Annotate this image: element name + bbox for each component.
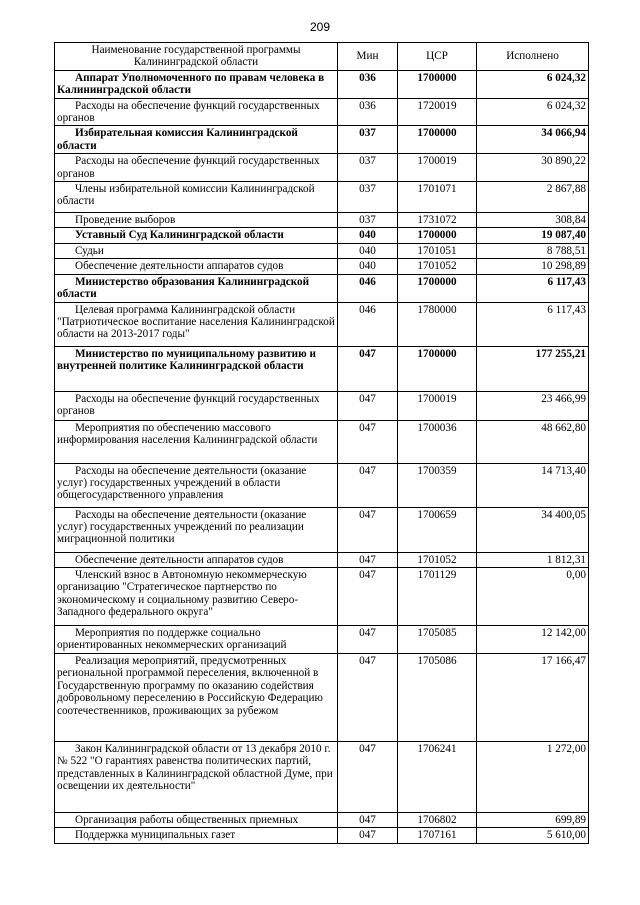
- row-csr-cell: 1780000: [398, 302, 477, 346]
- row-name-cell: Мероприятия по обеспечению массового информирования населения Калининградской области: [55, 420, 338, 463]
- row-min-cell: 047: [338, 812, 398, 827]
- table-row: [55, 154, 589, 182]
- row-min-cell: 047: [338, 567, 398, 625]
- row-name-cell: Уставный Суд Калининградской области: [55, 228, 338, 243]
- row-csr-cell: 1700000: [398, 274, 477, 302]
- row-done-cell: 34 400,05: [477, 507, 589, 552]
- table-row: [55, 812, 589, 827]
- table-row: [55, 420, 589, 463]
- table-row: [55, 70, 589, 98]
- row-name-cell: Избирательная комиссия Калининградской области: [55, 126, 338, 154]
- row-done-cell: 19 087,40: [477, 228, 589, 243]
- row-done-cell: 17 166,47: [477, 653, 589, 741]
- row-name-cell: Целевая программа Калининградской области "Патриотическое воспитание населения Калининградской области на 2013-2017 годы": [55, 302, 338, 346]
- row-name-cell: Организация работы общественных приемных: [55, 812, 338, 827]
- row-done-cell: 23 466,99: [477, 391, 589, 420]
- row-min-cell: 047: [338, 420, 398, 463]
- table-row: [55, 182, 589, 213]
- row-csr-cell: 1731072: [398, 213, 477, 228]
- row-csr-cell: 1700000: [398, 70, 477, 98]
- row-min-cell: 047: [338, 625, 398, 653]
- header-min: Мин: [338, 43, 398, 71]
- row-min-cell: 037: [338, 126, 398, 154]
- row-name-cell: Проведение выборов: [55, 213, 338, 228]
- row-done-cell: 1 272,00: [477, 741, 589, 812]
- row-min-cell: 046: [338, 302, 398, 346]
- row-min-cell: 037: [338, 182, 398, 213]
- budget-table: [54, 42, 589, 844]
- header-name: Наименование государственной программы Калининградской области: [55, 43, 338, 71]
- table-row: [55, 567, 589, 625]
- row-name-cell: Мероприятия по поддержке социально ориентированных некоммерческих организаций: [55, 625, 338, 653]
- row-name-cell: Реализация мероприятий, предусмотренных региональной программой переселения, включенной в Государственную программу по оказанию содействия добровольному переселению в Российскую Федерацию соотечественников, проживающих за рубежом: [55, 653, 338, 741]
- row-csr-cell: 1706802: [398, 812, 477, 827]
- table-row: [55, 98, 589, 126]
- row-csr-cell: 1705085: [398, 625, 477, 653]
- row-done-cell: 48 662,80: [477, 420, 589, 463]
- row-name-cell: Аппарат Уполномоченного по правам человека в Калининградской области: [55, 70, 338, 98]
- table-row: [55, 243, 589, 258]
- table-row: [55, 302, 589, 346]
- row-min-cell: 047: [338, 741, 398, 812]
- row-min-cell: 040: [338, 243, 398, 258]
- table-row: [55, 228, 589, 243]
- row-csr-cell: 1700019: [398, 391, 477, 420]
- table-header-row: [55, 43, 589, 71]
- row-csr-cell: 1706241: [398, 741, 477, 812]
- row-min-cell: 046: [338, 274, 398, 302]
- row-done-cell: 308,84: [477, 213, 589, 228]
- table-row: [55, 274, 589, 302]
- row-done-cell: 30 890,22: [477, 154, 589, 182]
- row-csr-cell: 1701052: [398, 259, 477, 274]
- row-done-cell: 6 117,43: [477, 274, 589, 302]
- row-done-cell: 6 024,32: [477, 98, 589, 126]
- table-row: [55, 126, 589, 154]
- row-csr-cell: 1700000: [398, 228, 477, 243]
- row-done-cell: 177 255,21: [477, 346, 589, 391]
- row-csr-cell: 1701071: [398, 182, 477, 213]
- row-csr-cell: 1705086: [398, 653, 477, 741]
- row-csr-cell: 1700000: [398, 126, 477, 154]
- row-name-cell: Расходы на обеспечение деятельности (оказание услуг) государственных учреждений по реализации миграционной политики: [55, 507, 338, 552]
- table-row: [55, 213, 589, 228]
- row-name-cell: Министерство образования Калининградской области: [55, 274, 338, 302]
- row-done-cell: 6 117,43: [477, 302, 589, 346]
- row-min-cell: 047: [338, 463, 398, 507]
- row-name-cell: Закон Калининградской области от 13 декабря 2010 г. № 522 "О гарантиях равенства политических партий, представленных в Калининградской областной Думе, при освещении их деятельности": [55, 741, 338, 812]
- row-min-cell: 036: [338, 98, 398, 126]
- row-name-cell: Министерство по муниципальному развитию и внутренней политике Калининградской области: [55, 346, 338, 391]
- row-csr-cell: 1700359: [398, 463, 477, 507]
- table-row: [55, 507, 589, 552]
- row-name-cell: Расходы на обеспечение деятельности (оказание услуг) государственных учреждений в области общегосударственного управления: [55, 463, 338, 507]
- table-row: [55, 259, 589, 274]
- row-name-cell: Членский взнос в Автономную некоммерческую организацию "Стратегическое партнерство по экономическому и социальному развитию Северо-Западного федерального округа": [55, 567, 338, 625]
- table-row: [55, 741, 589, 812]
- table-row: [55, 346, 589, 391]
- row-done-cell: 6 024,32: [477, 70, 589, 98]
- header-csr: ЦСР: [398, 43, 477, 71]
- row-min-cell: 047: [338, 391, 398, 420]
- row-name-cell: Обеспечение деятельности аппаратов судов: [55, 259, 338, 274]
- row-done-cell: 2 867,88: [477, 182, 589, 213]
- row-csr-cell: 1701051: [398, 243, 477, 258]
- row-csr-cell: 1720019: [398, 98, 477, 126]
- row-done-cell: 10 298,89: [477, 259, 589, 274]
- row-done-cell: 8 788,51: [477, 243, 589, 258]
- row-name-cell: Расходы на обеспечение функций государственных органов: [55, 98, 338, 126]
- row-name-cell: Обеспечение деятельности аппаратов судов: [55, 552, 338, 567]
- table-row: [55, 463, 589, 507]
- row-csr-cell: 1707161: [398, 828, 477, 843]
- row-min-cell: 047: [338, 653, 398, 741]
- row-name-cell: Поддержка муниципальных газет: [55, 828, 338, 843]
- header-done: Исполнено: [477, 43, 589, 71]
- row-min-cell: 036: [338, 70, 398, 98]
- table-row: [55, 828, 589, 843]
- row-csr-cell: 1701129: [398, 567, 477, 625]
- page-number: 209: [309, 20, 331, 34]
- row-done-cell: 14 713,40: [477, 463, 589, 507]
- row-min-cell: 037: [338, 213, 398, 228]
- table-row: [55, 653, 589, 741]
- row-min-cell: 047: [338, 828, 398, 843]
- row-min-cell: 040: [338, 259, 398, 274]
- row-csr-cell: 1700659: [398, 507, 477, 552]
- row-min-cell: 040: [338, 228, 398, 243]
- row-done-cell: 12 142,00: [477, 625, 589, 653]
- table-row: [55, 391, 589, 420]
- row-name-cell: Члены избирательной комиссии Калининградской области: [55, 182, 338, 213]
- row-done-cell: 34 066,94: [477, 126, 589, 154]
- row-done-cell: 0,00: [477, 567, 589, 625]
- row-csr-cell: 1700036: [398, 420, 477, 463]
- table-row: [55, 625, 589, 653]
- row-min-cell: 047: [338, 552, 398, 567]
- row-name-cell: Расходы на обеспечение функций государственных органов: [55, 154, 338, 182]
- table-body: [55, 70, 589, 843]
- table-row: [55, 552, 589, 567]
- row-name-cell: Расходы на обеспечение функций государственных органов: [55, 391, 338, 420]
- row-min-cell: 047: [338, 507, 398, 552]
- row-csr-cell: 1700000: [398, 346, 477, 391]
- row-min-cell: 037: [338, 154, 398, 182]
- row-min-cell: 047: [338, 346, 398, 391]
- row-csr-cell: 1701052: [398, 552, 477, 567]
- row-done-cell: 1 812,31: [477, 552, 589, 567]
- row-done-cell: 5 610,00: [477, 828, 589, 843]
- row-name-cell: Судьи: [55, 243, 338, 258]
- row-csr-cell: 1700019: [398, 154, 477, 182]
- row-done-cell: 699,89: [477, 812, 589, 827]
